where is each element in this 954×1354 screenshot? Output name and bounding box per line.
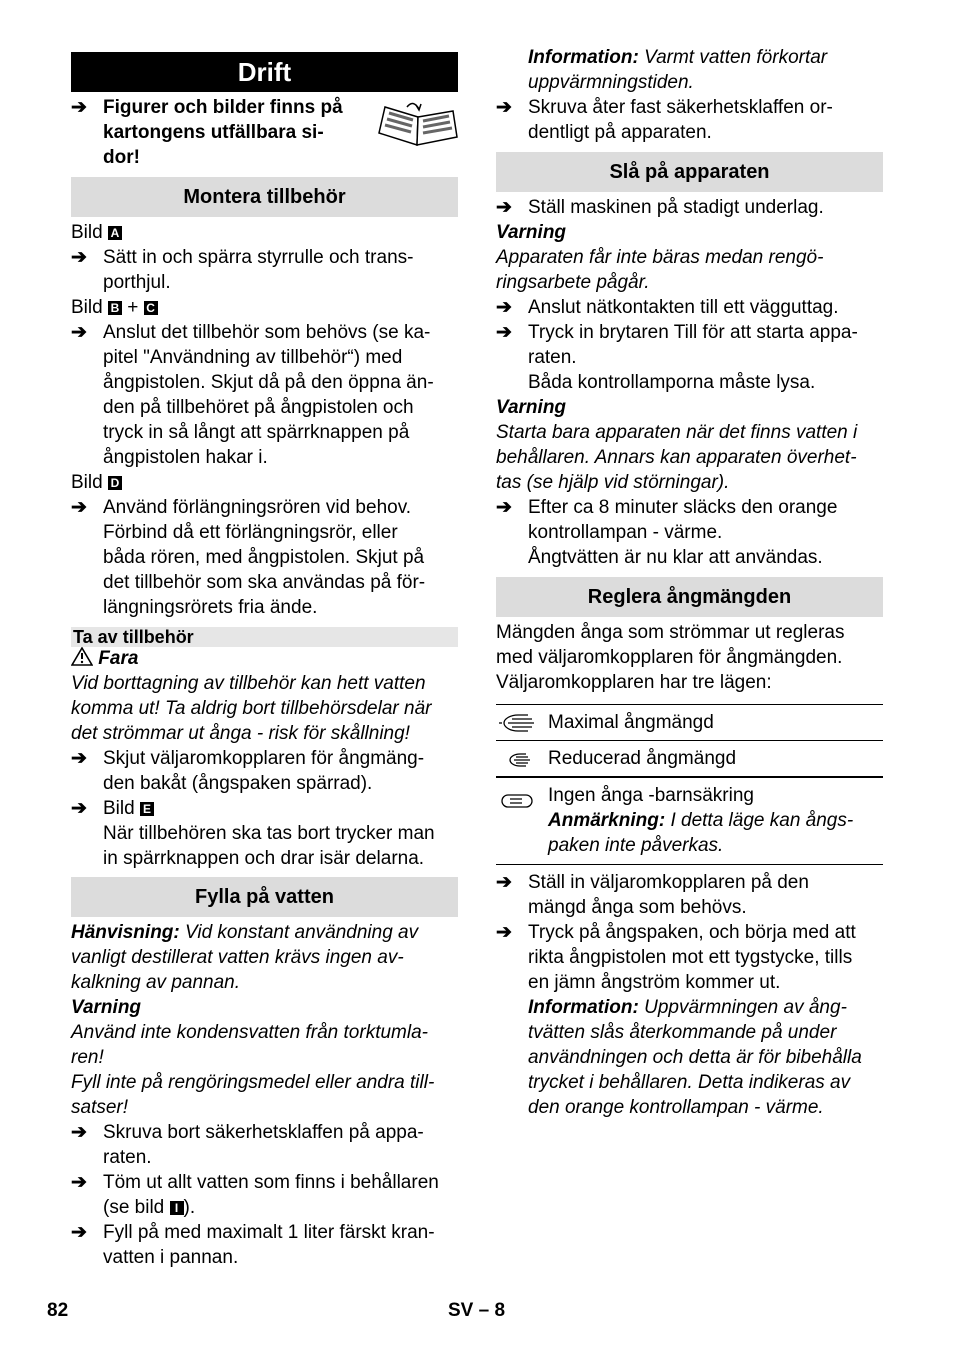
arrow-icon: ➔ <box>71 748 87 769</box>
sla-content: ➔ Ställ maskinen på stadigt underlag. Varning Apparaten får inte bäras medan rengö- ringsarbete pågår. ➔ Anslut nätkontakten till ett vägguttag. ➔ Tryck in brytaren Till för att starta appa- raten. Båda kontrollamporna måste lysa. Varning Starta bara apparaten när det finns vatten i behållaren. Annars kan apparaten överhet- tas (se hjälp vid störningar). ➔ Efter ca 8 minuter släcks den orange kontrollampan - värme. Ångtvätten är nu klar att användas. <box>496 195 883 570</box>
max-steam-icon <box>498 711 536 735</box>
warning-triangle-icon <box>71 647 93 666</box>
arrow-icon: ➔ <box>71 322 87 343</box>
step: ➔ Tryck in brytaren Till för att starta appa- raten. Båda kontrollamporna måste lysa. <box>496 322 858 393</box>
page-title: Drift <box>71 52 458 92</box>
arrow-icon: ➔ <box>496 297 512 318</box>
figure-tag: D <box>108 476 122 490</box>
step: ➔ Ställ in väljaromkopplaren på den mängd ånga som behövs. <box>496 872 809 918</box>
figure-note: ➔ Figurer och bilder finns på kartongens utfällbara si- dor! <box>71 95 458 170</box>
varning-label: Varning <box>496 397 567 418</box>
step: ➔ Fyll på med maximalt 1 liter färskt kran- vatten i pannan. <box>71 1222 435 1268</box>
step: ➔ Anslut nätkontakten till ett vägguttag. <box>496 297 839 318</box>
arrow-icon: ➔ <box>496 97 512 118</box>
page-label: SV – 8 <box>448 1300 506 1321</box>
arrow-icon: ➔ <box>496 322 512 343</box>
open-book-icon <box>377 101 459 153</box>
step: ➔ Skruva åter fast säkerhetsklaffen or- dentligt på apparaten. <box>496 97 833 143</box>
table-row: Reducerad ångmängd <box>496 741 883 778</box>
arrow-icon: ➔ <box>71 798 87 819</box>
step: ➔ Efter ca 8 minuter släcks den orange kontrollampan - värme. Ångtvätten är nu klar att användas. <box>496 497 838 568</box>
figure-tag: A <box>108 226 122 240</box>
section-montera-heading: Montera tillbehör <box>71 177 458 217</box>
arrow-icon: ➔ <box>71 97 87 118</box>
arrow-icon: ➔ <box>71 1222 87 1243</box>
step: ➔ Bild E När tillbehören ska tas bort trycker man in spärrknappen och drar isär delarna. <box>71 798 435 869</box>
taav-content <box>71 646 458 871</box>
reglera-steps <box>496 870 883 1120</box>
fara-label: Fara <box>71 646 458 671</box>
reduced-steam-icon <box>498 749 536 771</box>
arrow-icon: ➔ <box>71 497 87 518</box>
hanvisning: Hänvisning: Vid konstant användning av vanligt destillerat vatten krävs ingen av- kalkning av pannan. <box>71 922 419 993</box>
bild-ref-a: Bild A <box>71 220 458 245</box>
step: ➔ Skruva bort säkerhetsklaffen på appa- raten. <box>71 1122 424 1168</box>
montera-content <box>71 220 458 620</box>
section-reglera-heading: Reglera ångmängden <box>496 577 883 617</box>
varning-text: Använd inte kondensvatten från torktumla- ren! Fyll inte på rengöringsmedel eller andra till- satser! <box>71 1022 435 1118</box>
table-row: Ingen ånga -barnsäkring Anmärkning: I detta läge kan ångs- paken inte påverkas. <box>496 778 883 865</box>
figure-tag: B <box>108 301 122 315</box>
step: ➔ Skjut väljaromkopplaren för ångmäng- den bakåt (ångspaken spärrad). <box>71 748 425 794</box>
arrow-icon: ➔ <box>71 1122 87 1143</box>
step: ➔ Sätt in och spärra styrrulle och trans- porthjul. <box>71 247 414 293</box>
bild-ref-d: Bild D <box>71 470 458 495</box>
no-steam-icon <box>498 790 536 812</box>
bild-ref-bc: Bild B + C <box>71 295 458 320</box>
step: ➔ Töm ut allt vatten som finns i behållaren (se bild I ). <box>71 1172 439 1218</box>
page-number: 82 <box>47 1300 69 1321</box>
table-row: Maximal ångmängd <box>496 705 883 741</box>
figure-tag: C <box>144 301 158 315</box>
fara-text: Vid borttagning av tillbehör kan hett vatten komma ut! Ta aldrig bort tillbehörsdelar när det strömmar ut ånga - risk för skållning! <box>71 673 432 744</box>
reglera-intro: Mängden ånga som strömmar ut regleras med väljaromkopplaren för ångmängden. Väljaromkopplaren har tre lägen: <box>496 622 845 693</box>
step: ➔ Anslut det tillbehör som behövs (se ka- pitel "Användning av tillbehör“) med ångpistolen. Skjut då på den öppna än- den på tillbehöret på ångpistolen och tryck in så långt att spärrknappen på ångpistolen hakar i. <box>71 322 434 468</box>
steam-mode-table <box>496 704 883 865</box>
step: ➔ Använd förlängningsrören vid behov. Förbind då ett förlängningsrör, eller båda rören, med ångpistolen. Skjut på det tillbehör som ska användas på för- längningsrörets fria ände. <box>71 497 426 618</box>
figure-tag: E <box>140 802 154 816</box>
section-fylla-heading: Fylla på vatten <box>71 877 458 917</box>
varning-label: Varning <box>496 222 567 243</box>
arrow-icon: ➔ <box>71 247 87 268</box>
step: ➔ Ställ maskinen på stadigt underlag. <box>496 197 824 218</box>
info-varmt: Information: Varmt vatten förkortar uppvärmningstiden. ➔ Skruva åter fast säkerhetsklaffen or- dentligt på apparaten. <box>496 45 883 145</box>
arrow-icon: ➔ <box>496 872 512 893</box>
arrow-icon: ➔ <box>496 497 512 518</box>
section-sla-heading: Slå på apparaten <box>496 152 883 192</box>
varning-label: Varning <box>71 997 142 1018</box>
arrow-icon: ➔ <box>496 197 512 218</box>
step: ➔ Tryck på ångspaken, och börja med att rikta ångpistolen mot ett tygstycke, tills en jämn ångström kommer ut. Information: Uppvärmningen av ång- tvätten slås återkommande på under användningen och detta är för bibehålla trycket i behållaren. Detta indikeras av den orange kontrollampan - värme. <box>496 922 862 1118</box>
fylla-content <box>71 920 458 1270</box>
figure-tag: I <box>170 1201 184 1215</box>
arrow-icon: ➔ <box>71 1172 87 1193</box>
section-taav-heading: Ta av tillbehör <box>71 627 458 647</box>
arrow-icon: ➔ <box>496 922 512 943</box>
